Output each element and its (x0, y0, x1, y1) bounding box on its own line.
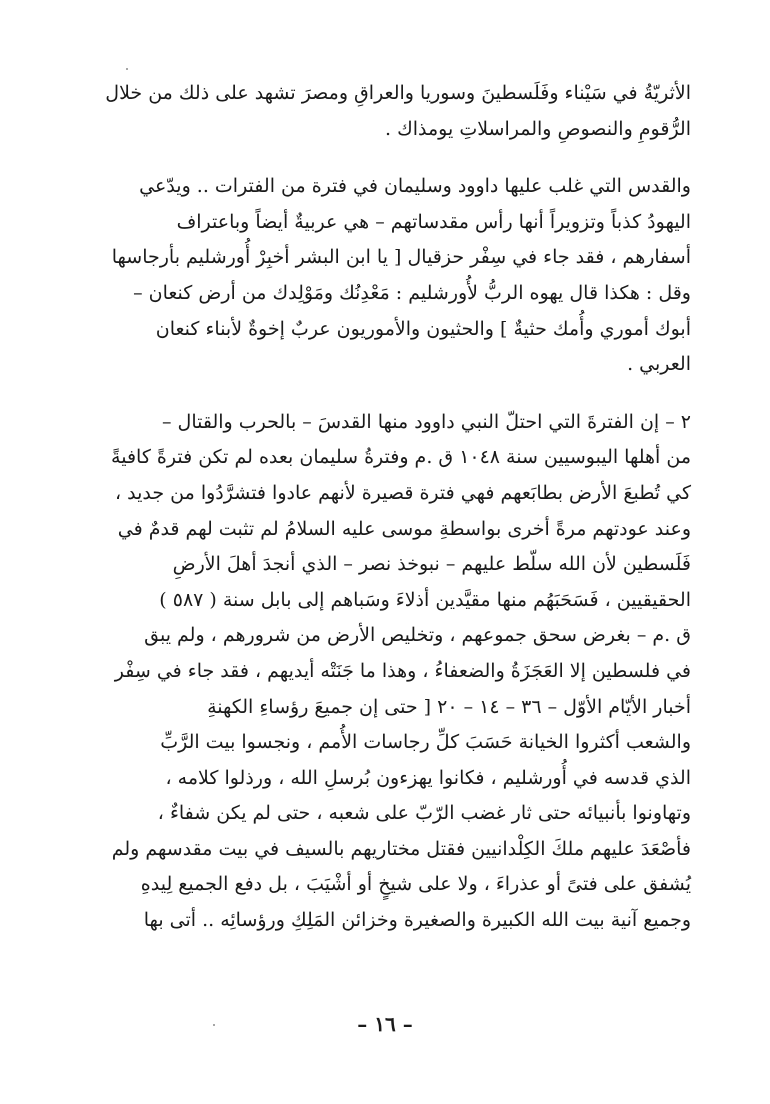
text-line: وعند عودتهم مرةً أخرى بواسطةِ موسى عليه السلامُ لم تثبت لهم قدمٌ في (117, 517, 691, 540)
text-line: في فلسطين إلا العَجَزَةُ والضعفاءُ ، وهذا ما جَنَتْه أيديهم ، فقد جاء في سِفْر (114, 659, 691, 682)
text-line: العربي . (627, 353, 691, 376)
text-line: اليهودُ كذباً وتزويراً أنها رأس مقدساتهم – هي عربيةٌ أيضاً وباعتراف (176, 210, 691, 233)
text-line: ق .م – بغرض سحق جموعهم ، وتخليص الأرض من شرورهم ، ولم يبق (144, 624, 691, 647)
text-line: وجميع آنية بيت الله الكبيرة والصغيرة وخزائن المَلِكِ ورؤسائِه .. أتى بها (143, 909, 691, 932)
paragraph-1 (86, 76, 691, 147)
text-line: الرُّقومِ والنصوصِ والمراسلاتِ يومذاك . (385, 117, 691, 140)
text-line: الأثريّةُ في سَيْناء وفَلَسطينَ وسوريا والعراقِ ومصرَ تشهد على ذلك من خلال (105, 82, 691, 104)
text-line: فَلَسطين لأن الله سلّط عليهم – نبوخذ نصر – الذي أنجدَ أهلَ الأرضِ (172, 553, 691, 576)
paragraph-2 (86, 169, 691, 383)
body-text (86, 76, 691, 939)
text-line: أخبار الأيّام الأوّل – ٣٦ – ١٤ – ٢٠ [ حتى إن جميعَ رؤساءِ الكهنةِ (207, 695, 691, 718)
text-line: والقدس التي غلب عليها داوود وسليمان في فترة من الفترات .. ويدّعي (139, 175, 691, 198)
text-line: الذي قدسه في أُورشليم ، فكانوا يهزءون بُرسلِ الله ، ورذلوا كلامه ، (165, 766, 691, 789)
text-line: ٢ – إن الفترةَ التي احتلّ النبي داوود منها القدسَ – بالحرب والقتال – (161, 410, 691, 433)
text-line: من أهلها اليبوسيين سنة ١٠٤٨ ق .م وفترةُ سليمان بعده لم تكن فترةً كافيةً (111, 446, 691, 469)
paragraph-3 (86, 405, 691, 939)
text-line: كي تُطبعَ الأرض بطابَعهم فهي فترة قصيرة لأنهم عادوا فتشرَّدُوا من جديد ، (114, 481, 691, 504)
page-number: – ١٦ – (357, 1012, 413, 1036)
text-line: أبوك أموري وأُمك حثيةٌ ] والحثيون والأموريون عربٌ إخوةٌ لأبناء كنعان (155, 317, 691, 340)
text-line: والشعب أكثروا الخيانة حَسَبَ كلِّ رجاسات الأُمم ، ونجسوا بيت الرَّبِّ (160, 731, 691, 754)
text-line: الحقيقيين ، فَسَحَبَهُم منها مقيَّدين أذلاءَ وسَباهم إلى بابل سنة ( ٥٨٧ ) (159, 588, 691, 611)
text-line: فأصْعَدَ عليهم ملكَ الكِلْدانيين فقتل مختاريهم بالسيف في بيت مقدسهم ولم (111, 837, 691, 860)
text-line: وتهاونوا بأنبيائه حتى ثار غضب الرّبّ على شعبه ، حتى لم يكن شفاءٌ ، (157, 802, 691, 825)
text-line: يُشفق على فتىً أو عذراءَ ، ولا على شيخٍ أو أشْيَبَ ، بل دفع الجميع لِيدهِ (140, 873, 691, 896)
text-line: أسفارهم ، فقد جاء في سِفْر حزقيال [ يا ابن البشر أخبِرْ أُورشليم بأرجاسها (111, 246, 691, 269)
scan-speck (126, 68, 128, 70)
text-line: وقل : هكذا قال يهوه الربُّ لأُورشليم : مَعْدِنُك ومَوْلِدك من أرض كنعان – (133, 281, 691, 304)
scan-speck (213, 1024, 215, 1026)
